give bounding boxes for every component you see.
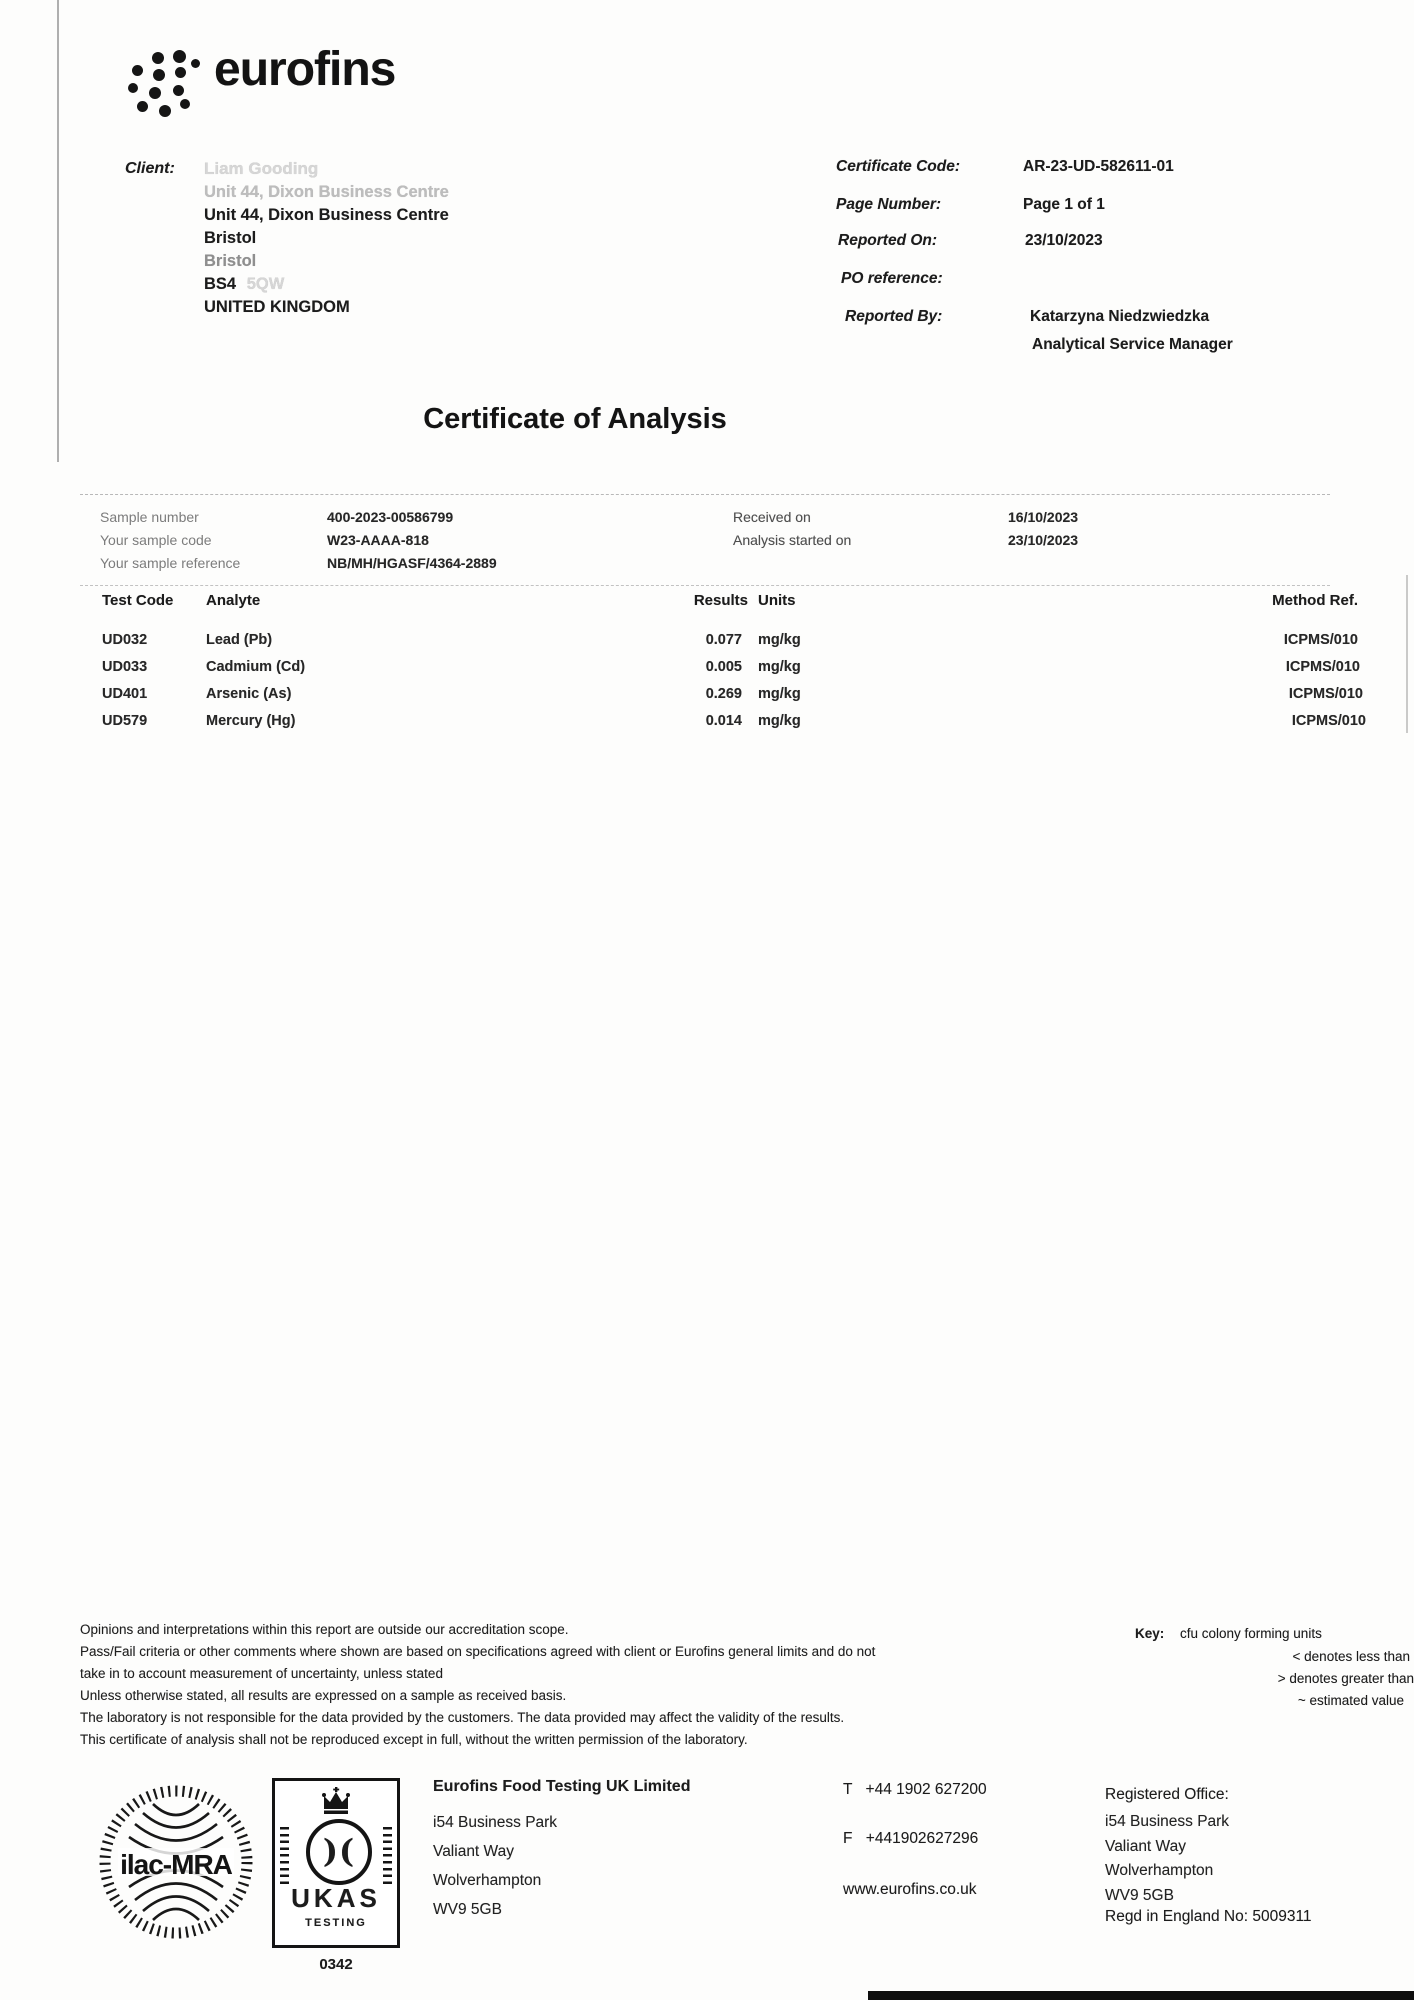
client-postcode-bold: BS4 bbox=[204, 275, 237, 293]
result-row-method: ICPMS/010 bbox=[1285, 659, 1360, 675]
footer-address-line: WV9 5GB bbox=[433, 1901, 502, 1918]
registered-address-line: WV9 5GB bbox=[1105, 1886, 1174, 1904]
result-row-analyte: Lead (Pb) bbox=[206, 632, 273, 648]
ukas-sub: TESTING bbox=[305, 1917, 367, 1929]
footer-address-line: i54 Business Park bbox=[433, 1814, 558, 1831]
ukas-number: 0342 bbox=[319, 1956, 353, 1973]
scan-bottom-bar bbox=[868, 1991, 1414, 2000]
footer-fax bbox=[843, 1830, 978, 1848]
ilac-mra-seal-icon bbox=[96, 1782, 256, 1942]
registered-address-line: Wolverhampton bbox=[1105, 1862, 1214, 1879]
ukas-right-ticks bbox=[383, 1827, 392, 1885]
analysis-started-label: Analysis started on bbox=[733, 532, 852, 548]
result-row-value: 0.269 bbox=[705, 686, 742, 702]
scan-edge-right bbox=[1406, 575, 1408, 733]
key-cfu: cfu colony forming units bbox=[1180, 1626, 1322, 1641]
result-row-method: ICPMS/010 bbox=[1283, 632, 1358, 648]
page-title: Certificate of Analysis bbox=[423, 403, 727, 435]
result-row-units: mg/kg bbox=[758, 632, 801, 648]
fax-label: F bbox=[843, 1830, 853, 1847]
result-row-code: UD579 bbox=[102, 713, 148, 729]
received-on-label: Received on bbox=[733, 509, 811, 525]
sample-reference-label: Your sample reference bbox=[100, 555, 241, 571]
ilac-mra-text: ilac-MRA bbox=[120, 1849, 232, 1880]
key-item: > denotes greater than bbox=[1277, 1671, 1414, 1686]
ukas-left-ticks bbox=[280, 1827, 289, 1885]
results-table bbox=[80, 588, 1370, 738]
footer-company-name: Eurofins Food Testing UK Limited bbox=[433, 1778, 691, 1795]
client-address-line: Unit 44, Dixon Business Centre bbox=[204, 206, 449, 224]
result-row-units: mg/kg bbox=[758, 686, 801, 702]
reported-by-title: Analytical Service Manager bbox=[1032, 336, 1233, 353]
telephone-value: +44 1902 627200 bbox=[865, 1781, 987, 1798]
client-city-ghost: Bristol bbox=[204, 252, 257, 270]
client-ghost-address: Unit 44, Dixon Business Centre bbox=[204, 183, 449, 201]
eurofins-logo-icon bbox=[128, 50, 206, 118]
ukas-emblem-glyph: )( bbox=[322, 1832, 356, 1870]
column-header-test-code: Test Code bbox=[102, 592, 174, 609]
sample-number-label: Sample number bbox=[100, 509, 199, 525]
po-reference-label: PO reference: bbox=[841, 270, 943, 287]
reported-on-value: 23/10/2023 bbox=[1025, 232, 1103, 249]
result-row-code: UD032 bbox=[102, 632, 148, 648]
result-row-analyte: Arsenic (As) bbox=[206, 686, 292, 702]
footer-website: www.eurofins.co.uk bbox=[843, 1881, 977, 1898]
disclaimer-line: This certificate of analysis shall not be reproduced except in full, without the written permission of the laboratory. bbox=[80, 1732, 748, 1747]
scan-edge-left bbox=[57, 0, 59, 462]
ukas-mark-icon bbox=[272, 1778, 400, 1948]
sample-code-value: W23-AAAA-818 bbox=[327, 532, 429, 548]
reported-by-name: Katarzyna Niedzwiedzka bbox=[1030, 308, 1210, 325]
sample-code-label: Your sample code bbox=[100, 532, 212, 548]
reported-on-label: Reported On: bbox=[838, 232, 938, 249]
page-number-value: Page 1 of 1 bbox=[1023, 196, 1105, 213]
sample-reference-value: NB/MH/HGASF/4364-2889 bbox=[327, 555, 497, 571]
result-row-value: 0.014 bbox=[705, 713, 742, 729]
result-row-code: UD401 bbox=[102, 686, 148, 702]
eurofins-logo-text: eurofins bbox=[214, 43, 396, 96]
ukas-name: UKAS bbox=[291, 1883, 381, 1913]
client-country: UNITED KINGDOM bbox=[204, 298, 350, 316]
key-item: < denotes less than bbox=[1292, 1649, 1410, 1664]
ukas-emblem-icon bbox=[306, 1819, 372, 1885]
client-ghost-name: Liam Gooding bbox=[204, 159, 319, 178]
telephone-label: T bbox=[843, 1781, 853, 1798]
registered-office-address bbox=[1105, 1810, 1229, 1908]
result-row-analyte: Mercury (Hg) bbox=[206, 713, 296, 729]
column-header-results: Results bbox=[693, 592, 748, 609]
registered-office-label: Registered Office: bbox=[1105, 1786, 1229, 1803]
registered-address-line: i54 Business Park bbox=[1105, 1813, 1230, 1830]
result-row-code: UD033 bbox=[102, 659, 148, 675]
result-row-method: ICPMS/010 bbox=[1291, 713, 1366, 729]
footer-address-line: Valiant Way bbox=[433, 1843, 514, 1860]
result-row-value: 0.077 bbox=[705, 632, 742, 648]
disclaimer-line: Opinions and interpretations within this report are outside our accreditation scope. bbox=[80, 1622, 569, 1637]
result-row-units: mg/kg bbox=[758, 713, 801, 729]
disclaimer-block bbox=[80, 1622, 896, 1754]
result-row-units: mg/kg bbox=[758, 659, 801, 675]
footer-address-line: Wolverhampton bbox=[433, 1872, 542, 1889]
column-header-units: Units bbox=[758, 592, 796, 609]
key-label: Key: bbox=[1135, 1626, 1165, 1641]
reported-by-label: Reported By: bbox=[845, 308, 943, 325]
column-header-method-ref: Method Ref. bbox=[1272, 592, 1358, 609]
page-number-label: Page Number: bbox=[836, 196, 942, 213]
certificate-code-label: Certificate Code: bbox=[836, 158, 961, 175]
disclaimer-line: Pass/Fail criteria or other comments where shown are based on specifications agreed with client or Eurofins general limits and do not bbox=[80, 1644, 876, 1659]
registered-address-line: Valiant Way bbox=[1105, 1837, 1186, 1855]
analysis-started-value: 23/10/2023 bbox=[1008, 532, 1079, 548]
disclaimer-line: The laboratory is not responsible for the data provided by the customers. The data provided may affect the validity of the results. bbox=[80, 1710, 845, 1725]
result-row-value: 0.005 bbox=[705, 659, 742, 675]
column-header-analyte: Analyte bbox=[206, 592, 261, 609]
received-on-value: 16/10/2023 bbox=[1008, 509, 1079, 525]
client-postcode bbox=[204, 275, 284, 294]
sample-number-value: 400-2023-00586799 bbox=[327, 509, 454, 525]
footer-company-address bbox=[433, 1808, 557, 1924]
registered-number: Regd in England No: 5009311 bbox=[1105, 1908, 1312, 1925]
sample-info-section bbox=[80, 494, 1330, 586]
result-row-analyte: Cadmium (Cd) bbox=[206, 659, 306, 675]
crown-icon bbox=[318, 1787, 354, 1815]
disclaimer-line: Unless otherwise stated, all results are expressed on a sample as received basis. bbox=[80, 1688, 567, 1703]
client-postcode-ghost: 5QW bbox=[246, 275, 285, 293]
client-city: Bristol bbox=[204, 229, 257, 247]
certificate-code-value: AR-23-UD-582611-01 bbox=[1023, 158, 1174, 175]
footer-telephone bbox=[843, 1781, 987, 1799]
key-item: ~ estimated value bbox=[1297, 1693, 1404, 1708]
disclaimer-line: take in to account measurement of uncertainty, unless stated bbox=[80, 1666, 443, 1681]
client-label: Client: bbox=[125, 160, 175, 177]
result-row-method: ICPMS/010 bbox=[1288, 686, 1363, 702]
fax-value: +441902627296 bbox=[865, 1830, 979, 1847]
